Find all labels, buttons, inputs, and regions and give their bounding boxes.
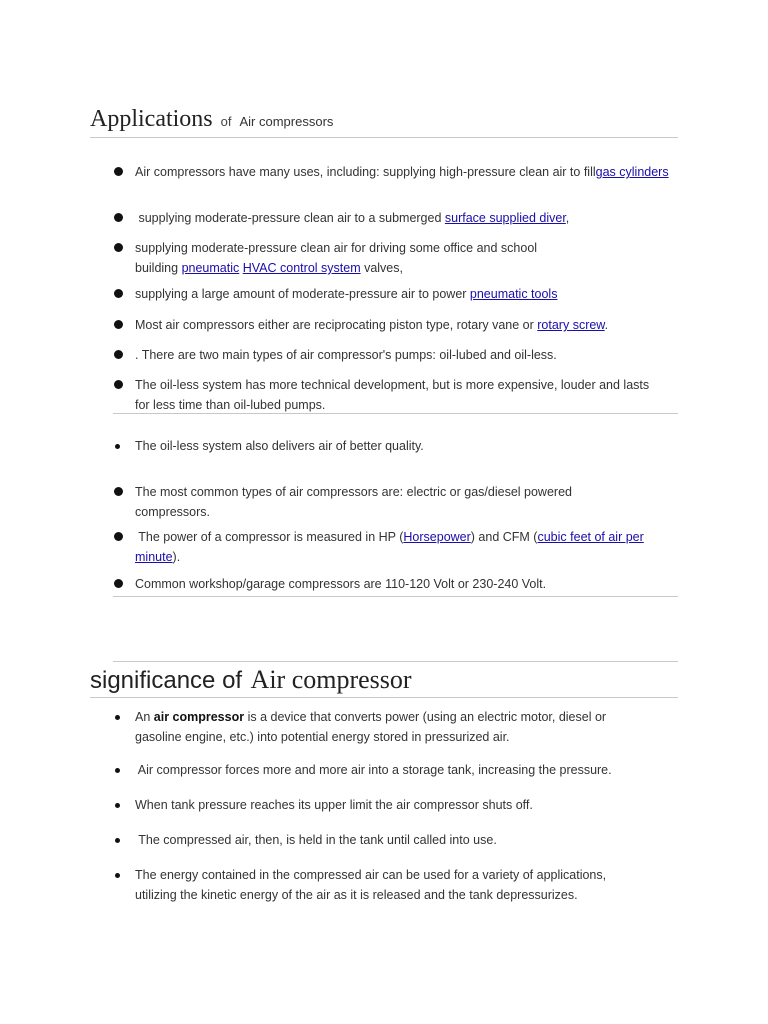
heading-rule	[90, 697, 678, 698]
surface-supplied-diver-link[interactable]: surface supplied diver	[444, 211, 566, 225]
air-compressors-subtitle: Air compressors	[239, 114, 334, 129]
item-text: The oil-less system also delivers air of better quality.	[135, 439, 424, 453]
significance-heading	[90, 665, 412, 695]
rotary-screw-link[interactable]: rotary screw	[537, 318, 605, 332]
item-text: The oil-less system has more technical development, but is more expensive, louder and lasts for less time than oil-lubed pumps.	[135, 378, 650, 412]
item-text: ,	[565, 211, 570, 225]
pneumatic-tools-link[interactable]: pneumatic tools	[469, 287, 558, 301]
gas-cylinders-link[interactable]: gas cylinders	[595, 165, 669, 179]
item-text: The most common types of air compressors are: electric or gas/diesel powered compressors.	[135, 485, 572, 519]
list-item	[113, 527, 678, 567]
divider	[113, 661, 678, 662]
applications-heading	[90, 106, 333, 133]
list-item	[113, 238, 573, 278]
significance-title: significance of	[90, 667, 243, 694]
item-text: ).	[172, 550, 181, 564]
divider	[113, 596, 678, 597]
list-item	[113, 208, 673, 228]
item-text: .	[604, 318, 609, 332]
air-compressor-title: Air compressor	[250, 665, 412, 694]
cubic-feet-of-air-per-minute-link[interactable]: cubic feet of air per minute	[135, 530, 644, 564]
list-item	[113, 284, 673, 304]
item-text: Common workshop/garage compressors are 110-120 Volt or 230-240 Volt.	[135, 577, 547, 591]
list-item	[113, 345, 673, 365]
of-word: of	[220, 114, 232, 129]
item-text: The energy contained in the compressed air can be used for a variety of applications, utilizing the kinetic energy of the air as it is released and the tank depressurizes.	[135, 868, 607, 902]
heading-rule	[90, 137, 678, 138]
list-item	[113, 315, 673, 335]
item-text: is a device that converts power (using an electric motor, diesel or gasoline engine, etc.) into potential energy stored in pressurized air.	[135, 710, 607, 744]
item-text: The power of a compressor is measured in HP (	[135, 530, 404, 544]
list-item	[113, 830, 673, 850]
pneumatic-link[interactable]: pneumatic	[181, 261, 240, 275]
item-text: Air compressor forces more and more air into a storage tank, increasing the pressure.	[135, 763, 612, 777]
item-text: An	[135, 710, 154, 724]
item-text: supplying moderate-pressure clean air for driving some office and school building	[135, 241, 538, 275]
item-text: . There are two main types of air compressor's pumps: oil-lubed and oil-less.	[135, 348, 557, 362]
list-item	[113, 375, 653, 415]
divider	[113, 413, 678, 414]
list-item	[113, 760, 673, 780]
item-text: supplying a large amount of moderate-pressure air to power	[135, 287, 470, 301]
item-text: ) and CFM (	[470, 530, 538, 544]
list-item	[113, 436, 673, 456]
list-item	[113, 707, 643, 747]
list-item	[113, 795, 673, 815]
applications-title: Applications	[90, 106, 213, 132]
item-text: Air compressors have many uses, including: supplying high-pressure clean air to fill	[135, 165, 596, 179]
item-text: When tank pressure reaches its upper limit the air compressor shuts off.	[135, 798, 533, 812]
item-text: supplying moderate-pressure clean air to a submerged	[135, 211, 445, 225]
list-item	[113, 574, 673, 594]
list-item	[113, 482, 613, 522]
hvac-control-system-link[interactable]: HVAC control system	[242, 261, 361, 275]
list-item	[113, 865, 643, 905]
horsepower-link[interactable]: Horsepower	[403, 530, 471, 544]
item-text: The compressed air, then, is held in the tank until called into use.	[135, 833, 497, 847]
item-text: Most air compressors either are reciprocating piston type, rotary vane or	[135, 318, 538, 332]
item-bold-text: air compressor	[153, 710, 245, 724]
item-text: valves,	[360, 261, 403, 275]
list-item	[113, 162, 673, 182]
